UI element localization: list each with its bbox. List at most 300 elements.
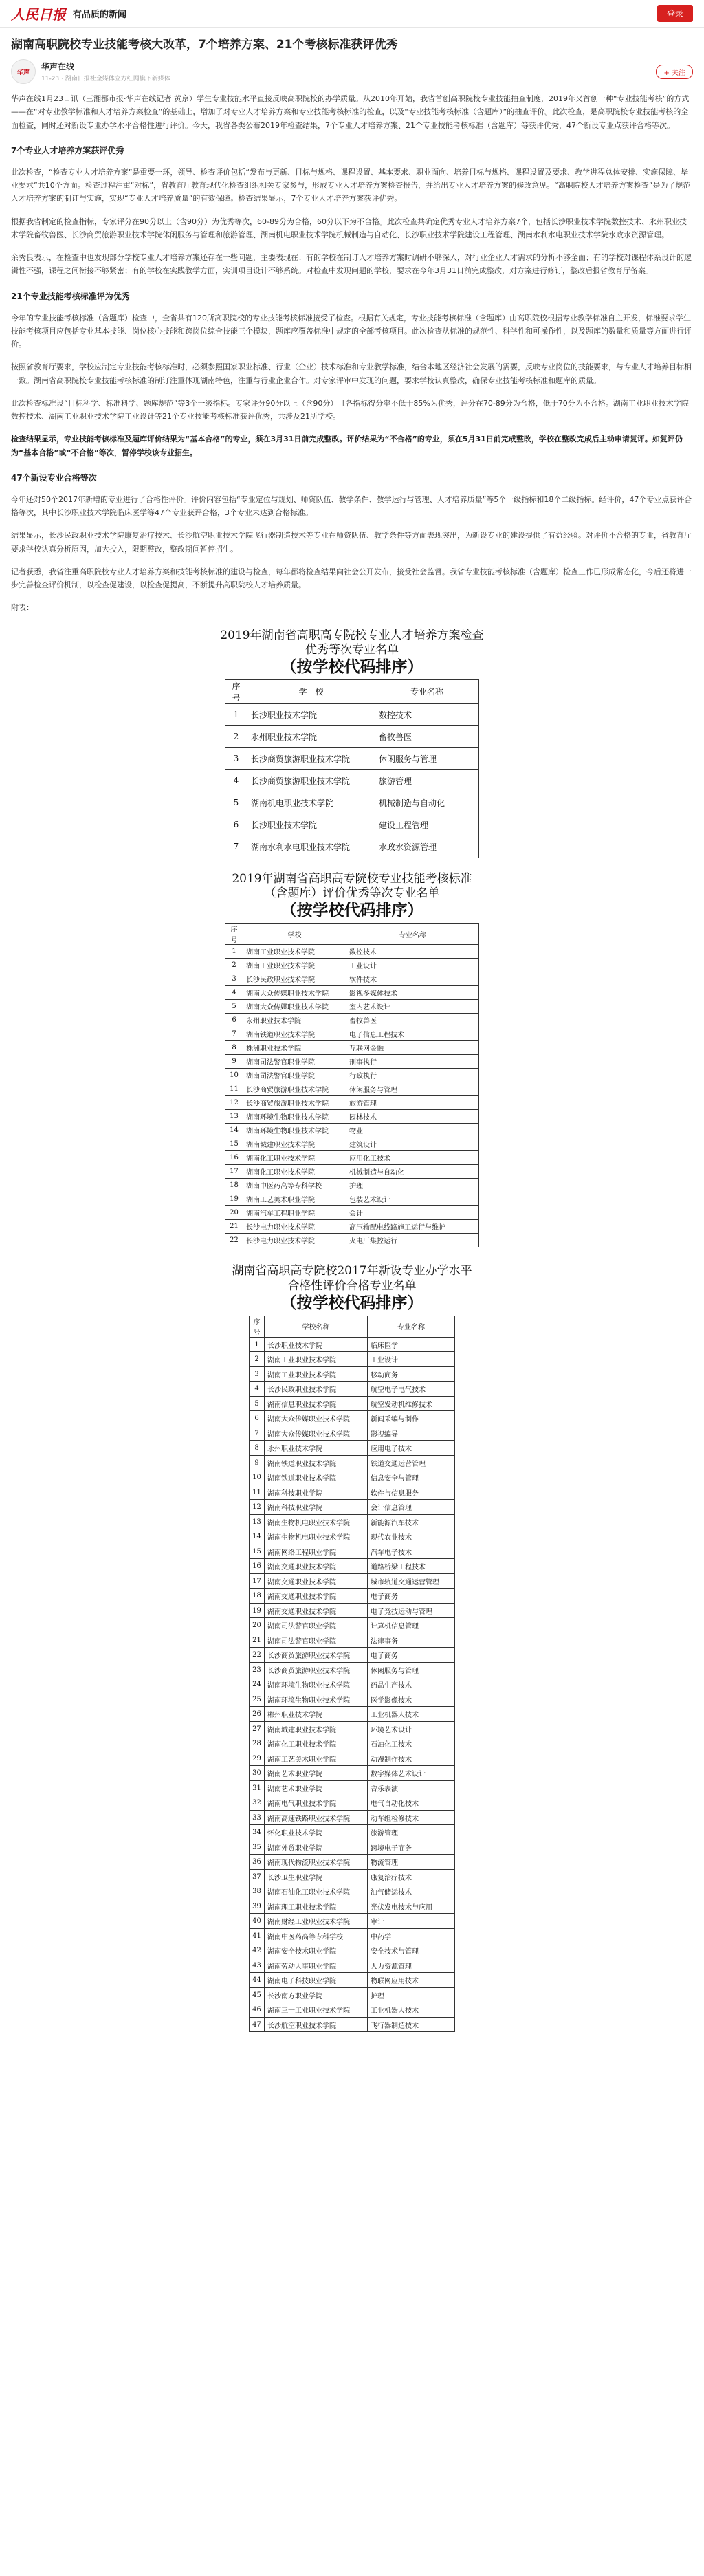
school-name: 长沙职业技术学院 <box>248 703 375 725</box>
major-name: 旅游管理 <box>375 769 479 792</box>
school-name: 湖南工艺美术职业学院 <box>265 1751 368 1766</box>
major-name: 水政水资源管理 <box>375 836 479 858</box>
table2-image <box>187 872 517 1247</box>
table-header-cell: 专业名称 <box>375 679 479 703</box>
paragraph: 结果显示，长沙民政职业技术学院康复治疗技术、长沙航空职业技术学院飞行器制造技术等专业在师资队伍、教学条件等方面表现突出，为新设专业的建设提供了有益经验。对评价不合格的专业，省教育厅要求学校认真分析原因，加大投入，限期整改，整改期间暂停招生。 <box>11 531 692 554</box>
table-row <box>250 1337 455 1352</box>
table-row <box>226 1096 479 1110</box>
major-name: 信息安全与管理 <box>368 1470 455 1485</box>
major-name: 康复治疗技术 <box>368 1869 455 1884</box>
row-index: 36 <box>250 1855 265 1870</box>
row-index: 3 <box>250 1366 265 1382</box>
major-name: 行政执行 <box>346 1069 479 1082</box>
row-index: 10 <box>226 1069 243 1082</box>
row-index: 11 <box>226 1082 243 1096</box>
major-name: 数控技术 <box>346 945 479 959</box>
table2-subtitle: （含题库）评价优秀等次专业名单 <box>264 886 440 901</box>
table-row <box>250 1707 455 1722</box>
major-name: 护理 <box>368 1987 455 2002</box>
table-row <box>250 1559 455 1574</box>
paragraph: 记者获悉，我省注重高职院校专业人才培养方案和技能考核标准的建设与检查，每年都将检查结果向社会公开发布，接受社会监督。我省专业技能考核标准（含题库）检查工作已形成常态化，今后还将进一步完善检查评价机制，以检查促建设，以检查促提高，不断提升高职院校人才培养质量。 <box>11 567 692 590</box>
row-index: 7 <box>250 1426 265 1441</box>
school-name: 湖南交通职业技术学院 <box>265 1573 368 1589</box>
school-name: 长沙电力职业技术学院 <box>243 1234 346 1247</box>
row-index: 2 <box>250 1352 265 1367</box>
table-row <box>226 1179 479 1192</box>
school-name: 湖南艺术职业学院 <box>265 1766 368 1781</box>
table-header-row <box>226 679 479 703</box>
row-index: 30 <box>250 1766 265 1781</box>
school-name: 湖南工业职业技术学院 <box>243 959 346 972</box>
row-index: 11 <box>250 1485 265 1500</box>
table-row <box>250 1928 455 1943</box>
major-name: 物联网应用技术 <box>368 1973 455 1988</box>
paragraph: 今年的专业技能考核标准（含题库）检查中，全省共有120所高职院校的专业技能考核标准接受了检查。根据有关规定，专业技能考核标准（含题库）由高职院校根据专业教学标准自主开发，标准要求学生技能考核项目应包括专业基本技能、岗位核心技能和跨岗位综合技能三个模块，题库应覆盖标准中规定的全部考核项目。此次检查从标准的规范性、科学性和可操作性，以及题库的数量和质量等方面进行评价。 <box>11 313 692 349</box>
row-index: 12 <box>226 1096 243 1110</box>
school-name: 湖南机电职业技术学院 <box>248 792 375 814</box>
table-row <box>250 1987 455 2002</box>
school-name: 湖南理工职业技术学院 <box>265 1899 368 1914</box>
school-name: 湖南生物机电职业技术学院 <box>265 1529 368 1544</box>
table-row <box>226 836 479 858</box>
row-index: 29 <box>250 1751 265 1766</box>
school-name: 湖南工业职业技术学院 <box>243 945 346 959</box>
school-name: 湖南中医药高等专科学校 <box>265 1928 368 1943</box>
table1-title: 2019年湖南省高职高专院校专业人才培养方案检查 <box>220 628 484 642</box>
row-index: 17 <box>226 1165 243 1179</box>
school-name: 长沙商贸旅游职业技术学院 <box>248 769 375 792</box>
section-heading: 47个新设专业合格等次 <box>11 472 97 483</box>
major-name: 旅游管理 <box>346 1096 479 1110</box>
school-name: 怀化职业技术学院 <box>265 1825 368 1840</box>
top-bar <box>0 0 704 28</box>
school-name: 湖南大众传媒职业技术学院 <box>265 1411 368 1426</box>
table-row <box>250 1514 455 1529</box>
major-name: 油气储运技术 <box>368 1884 455 1899</box>
table-row <box>226 986 479 1000</box>
school-name: 湖南司法警官职业学院 <box>265 1633 368 1648</box>
table-row <box>250 1736 455 1751</box>
row-index: 28 <box>250 1736 265 1751</box>
school-name: 湖南城建职业技术学院 <box>265 1721 368 1736</box>
major-name: 物流管理 <box>368 1855 455 1870</box>
school-name: 湖南汽车工程职业学院 <box>243 1206 346 1220</box>
paragraph: 今年还对50个2017年新增的专业进行了合格性评价。评价内容包括“专业定位与规划、师资队伍、教学条件、教学运行与管理、人才培养质量”等5个一级指标和18个二级指标。经评价，47个专业点获评合格等次，其中长沙职业技术学院临床医学等47个专业获评合格，3个专业未达到合格标准。 <box>11 494 692 518</box>
table1-subtitle: 优秀等次专业名单 <box>305 642 399 657</box>
school-name: 湖南城建职业技术学院 <box>243 1137 346 1151</box>
major-name: 机械制造与自动化 <box>375 792 479 814</box>
school-name: 湖南电子科技职业学院 <box>265 1973 368 1988</box>
major-name: 动车组检修技术 <box>368 1810 455 1825</box>
school-name: 永州职业技术学院 <box>248 725 375 747</box>
follow-button[interactable]: + 关注 <box>656 65 693 79</box>
table-row <box>250 1943 455 1958</box>
major-name: 会计 <box>346 1206 479 1220</box>
section-heading: 21个专业技能考核标准评为优秀 <box>11 291 130 301</box>
school-name: 湖南石油化工职业技术学院 <box>265 1884 368 1899</box>
table-row <box>226 1069 479 1082</box>
table-header-cell: 学 校 <box>248 679 375 703</box>
school-name: 湖南科技职业学院 <box>265 1485 368 1500</box>
school-name: 湖南外贸职业学院 <box>265 1840 368 1855</box>
school-name: 长沙商贸旅游职业技术学院 <box>243 1082 346 1096</box>
avatar[interactable]: 华声 <box>11 59 36 84</box>
table-row <box>250 1382 455 1397</box>
row-index: 43 <box>250 1958 265 1973</box>
row-index: 6 <box>226 1014 243 1027</box>
major-name: 人力资源管理 <box>368 1958 455 1973</box>
major-name: 畜牧兽医 <box>346 1014 479 1027</box>
school-name: 长沙民政职业技术学院 <box>243 972 346 986</box>
table-header-cell: 专业名称 <box>368 1316 455 1337</box>
table-row <box>250 1603 455 1618</box>
major-name: 数字媒体艺术设计 <box>368 1766 455 1781</box>
table-row <box>250 1500 455 1515</box>
school-name: 湖南交通职业技术学院 <box>265 1559 368 1574</box>
table-row <box>250 1426 455 1441</box>
school-name: 湖南交通职业技术学院 <box>265 1589 368 1604</box>
table-row <box>226 1041 479 1055</box>
major-name: 工业机器人技术 <box>368 1707 455 1722</box>
row-index: 44 <box>250 1973 265 1988</box>
table2-order: （按学校代码排序） <box>280 902 424 920</box>
school-name: 湖南环境生物职业技术学院 <box>243 1124 346 1137</box>
major-name: 飞行器制造技术 <box>368 2017 455 2032</box>
row-index: 47 <box>250 2017 265 2032</box>
school-name: 湖南环境生物职业技术学院 <box>243 1110 346 1124</box>
school-name: 湖南高速铁路职业技术学院 <box>265 1810 368 1825</box>
table-row <box>250 1958 455 1973</box>
article-title: 湖南高职院校专业技能考核大改革，7个培养方案、21个考核标准获评优秀 <box>11 38 398 52</box>
school-name: 长沙商贸旅游职业技术学院 <box>243 1096 346 1110</box>
table-row <box>250 1633 455 1648</box>
school-name: 湖南大众传媒职业技术学院 <box>265 1426 368 1441</box>
paragraph: 附表： <box>11 603 34 613</box>
row-index: 25 <box>250 1692 265 1707</box>
school-name: 湖南铁道职业技术学院 <box>265 1455 368 1470</box>
table-row <box>250 1810 455 1825</box>
table-row <box>250 1485 455 1500</box>
table-row <box>250 1869 455 1884</box>
school-name: 湖南安全技术职业学院 <box>265 1943 368 1958</box>
table-row <box>250 1648 455 1663</box>
row-index: 41 <box>250 1928 265 1943</box>
major-name: 新闻采编与制作 <box>368 1411 455 1426</box>
major-name: 计算机信息管理 <box>368 1618 455 1633</box>
row-index: 15 <box>250 1544 265 1559</box>
table-row <box>226 814 479 836</box>
table-row <box>250 1795 455 1811</box>
row-index: 13 <box>250 1514 265 1529</box>
table-row <box>250 1751 455 1766</box>
row-index: 38 <box>250 1884 265 1899</box>
row-index: 18 <box>226 1179 243 1192</box>
row-index: 37 <box>250 1869 265 1884</box>
row-index: 40 <box>250 1914 265 1929</box>
table-row <box>226 747 479 769</box>
major-name: 环境艺术设计 <box>368 1721 455 1736</box>
table-row <box>226 1082 479 1096</box>
major-name: 包装艺术设计 <box>346 1192 479 1206</box>
major-name: 工业设计 <box>346 959 479 972</box>
school-name: 湖南财经工业职业技术学院 <box>265 1914 368 1929</box>
major-name: 护理 <box>346 1179 479 1192</box>
table2 <box>225 923 479 1247</box>
row-index: 13 <box>226 1110 243 1124</box>
row-index: 32 <box>250 1795 265 1811</box>
site-slogan: 有品质的新闻 <box>73 10 127 20</box>
row-index: 1 <box>250 1337 265 1352</box>
row-index: 23 <box>250 1662 265 1677</box>
table-row <box>226 1151 479 1165</box>
author-meta: 11-23 · 湖南日报社全媒体立方红网旗下新媒体 <box>41 76 170 83</box>
school-name: 湖南环境生物职业技术学院 <box>265 1692 368 1707</box>
table-row <box>250 1573 455 1589</box>
major-name: 休闲服务与管理 <box>368 1662 455 1677</box>
table-row <box>250 1973 455 1988</box>
table-row <box>250 1884 455 1899</box>
school-name: 湖南司法警官职业学院 <box>243 1055 346 1069</box>
table-row <box>226 1137 479 1151</box>
school-name: 湖南司法警官职业学院 <box>265 1618 368 1633</box>
row-index: 16 <box>250 1559 265 1574</box>
major-name: 安全技术与管理 <box>368 1943 455 1958</box>
table-row <box>226 703 479 725</box>
table-row <box>226 725 479 747</box>
row-index: 3 <box>226 747 248 769</box>
row-index: 5 <box>226 1000 243 1014</box>
row-index: 4 <box>226 769 248 792</box>
table-row <box>250 1366 455 1382</box>
major-name: 旅游管理 <box>368 1825 455 1840</box>
row-index: 26 <box>250 1707 265 1722</box>
school-name: 长沙电力职业技术学院 <box>243 1220 346 1234</box>
school-name: 长沙职业技术学院 <box>248 814 375 836</box>
major-name: 应用电子技术 <box>368 1441 455 1456</box>
row-index: 1 <box>226 703 248 725</box>
table-row <box>226 1124 479 1137</box>
major-name: 应用化工技术 <box>346 1151 479 1165</box>
school-name: 长沙航空职业技术学院 <box>265 2017 368 2032</box>
major-name: 中药学 <box>368 1928 455 1943</box>
row-index: 17 <box>250 1573 265 1589</box>
major-name: 建筑设计 <box>346 1137 479 1151</box>
table-header-cell: 学校名称 <box>265 1316 368 1337</box>
table-row <box>250 1721 455 1736</box>
paragraph: 此次检查标准设“目标科学、标准科学、题库规范”等3个一级指标。专家评分90分以上（含90分）且各指标得分率不低于85%为优秀，评分在70-89分为合格，低于70分为不合格。湖南工业职业技术学院数控技术、湖南工业职业技术学院工业设计等21个专业技能考核标准获评优秀，共涉及21所学校。 <box>11 398 689 422</box>
table-header-row <box>250 1316 455 1337</box>
table-row <box>250 1544 455 1559</box>
table1-order: （按学校代码排序） <box>280 658 424 677</box>
major-name: 道路桥梁工程技术 <box>368 1559 455 1574</box>
major-name: 刑事执行 <box>346 1055 479 1069</box>
paragraph: 按照省教育厅要求，学校应制定专业技能考核标准时，必须参照国家职业标准、行业（企业）技术标准和专业教学标准，结合本地区经济社会发展的需要，反映专业岗位的技能要求，与专业人才培养目标相一致。湖南省高职院校专业技能考核标准的制订注重体现湖南特色，注重与行业企业合作。对专家评审中发现的问题，要求学校认真整改，确保专业技能考核标准和题库的质量。 <box>11 362 692 385</box>
school-name: 湖南艺术职业学院 <box>265 1780 368 1795</box>
row-index: 4 <box>250 1382 265 1397</box>
school-name: 永州职业技术学院 <box>265 1441 368 1456</box>
row-index: 10 <box>250 1470 265 1485</box>
major-name: 移动商务 <box>368 1366 455 1382</box>
major-name: 审计 <box>368 1914 455 1929</box>
major-name: 医学影像技术 <box>368 1692 455 1707</box>
row-index: 20 <box>250 1618 265 1633</box>
row-index: 14 <box>250 1529 265 1544</box>
table-row <box>250 1914 455 1929</box>
row-index: 22 <box>250 1648 265 1663</box>
row-index: 2 <box>226 725 248 747</box>
table3-title: 湖南省高职高专院校2017年新设专业办学水平 <box>232 1264 472 1278</box>
major-name: 临床医学 <box>368 1337 455 1352</box>
table-row <box>250 2017 455 2032</box>
row-index: 19 <box>226 1192 243 1206</box>
major-name: 软件技术 <box>346 972 479 986</box>
row-index: 27 <box>250 1721 265 1736</box>
table-row <box>250 1840 455 1855</box>
row-index: 18 <box>250 1589 265 1604</box>
author-row <box>11 59 693 84</box>
row-index: 22 <box>226 1234 243 1247</box>
row-index: 9 <box>226 1055 243 1069</box>
major-name: 音乐表演 <box>368 1780 455 1795</box>
major-name: 新能源汽车技术 <box>368 1514 455 1529</box>
school-name: 株洲职业技术学院 <box>243 1041 346 1055</box>
row-index: 14 <box>226 1124 243 1137</box>
major-name: 电子信息工程技术 <box>346 1027 479 1041</box>
table2-title: 2019年湖南省高职高专院校专业技能考核标准 <box>232 871 472 886</box>
table-row <box>250 1692 455 1707</box>
table-row <box>250 1662 455 1677</box>
school-name: 湖南中医药高等专科学校 <box>243 1179 346 1192</box>
major-name: 跨境电子商务 <box>368 1840 455 1855</box>
table-row <box>226 1220 479 1234</box>
school-name: 湖南大众传媒职业技术学院 <box>243 1000 346 1014</box>
major-name: 物业 <box>346 1124 479 1137</box>
table-row <box>250 1470 455 1485</box>
major-name: 工业机器人技术 <box>368 2002 455 2018</box>
school-name: 湖南劳动人事职业学院 <box>265 1958 368 1973</box>
table-row <box>226 1234 479 1247</box>
school-name: 湖南大众传媒职业技术学院 <box>243 986 346 1000</box>
table-row <box>226 1192 479 1206</box>
table-row <box>226 792 479 814</box>
major-name: 互联网金融 <box>346 1041 479 1055</box>
table-row <box>250 1825 455 1840</box>
row-index: 31 <box>250 1780 265 1795</box>
row-index: 21 <box>226 1220 243 1234</box>
school-name: 湖南工业职业技术学院 <box>265 1366 368 1382</box>
row-index: 45 <box>250 1987 265 2002</box>
major-name: 数控技术 <box>375 703 479 725</box>
row-index: 5 <box>226 792 248 814</box>
major-name: 航空发动机维修技术 <box>368 1396 455 1411</box>
row-index: 34 <box>250 1825 265 1840</box>
major-name: 电子竞技运动与管理 <box>368 1603 455 1618</box>
section-heading: 7个专业人才培养方案获评优秀 <box>11 145 124 155</box>
row-index: 42 <box>250 1943 265 1958</box>
row-index: 39 <box>250 1899 265 1914</box>
table-header-cell: 专业名称 <box>346 924 479 945</box>
table-row <box>226 1165 479 1179</box>
table3-subtitle: 合格性评价合格专业名单 <box>287 1278 417 1293</box>
major-name: 电子商务 <box>368 1648 455 1663</box>
major-name: 石油化工技术 <box>368 1736 455 1751</box>
school-name: 湖南化工职业技术学院 <box>265 1736 368 1751</box>
table-row <box>250 1677 455 1692</box>
row-index: 19 <box>250 1603 265 1618</box>
paragraph: 检查结果显示，专业技能考核标准及题库评价结果为“基本合格”的专业，须在3月31日前完成整改。评价结果为“不合格”的专业，须在5月31日前完成整改，学校在整改完成后主动申请复评。如复评仍为“基本合格”或“不合格”等次，暂停学校该专业招生。 <box>11 435 683 457</box>
major-name: 园林技术 <box>346 1110 479 1124</box>
school-name: 湖南工业职业技术学院 <box>265 1352 368 1367</box>
paragraph: 此次检查，“检查专业人才培养方案”是重要一环，领导、检查评价包括“发布与更新、目标与规格、课程设置、基本要求、职业面向、培养目标与规格、课程设置及要求、教学进程总体安排、实施保障、毕业要求”共10个方面。检查过程注重“对标”，省教育厅教育现代化检查组织相关专家参与，形成专业人才培养方案检查报告，并给出专业人才培养方案的修改意见。“高职院校人才培养方案检查”是为了规范人才培养方案的制订与实施，实现“专业人才培养质量”的有效保障。检查结果显示，7个专业人才培养方案获评优秀。 <box>11 167 691 204</box>
author-name[interactable]: 华声在线 <box>41 62 75 72</box>
major-name: 畜牧兽医 <box>375 725 479 747</box>
major-name: 高压输配电线路施工运行与维护 <box>346 1220 479 1234</box>
school-name: 湖南网络工程职业学院 <box>265 1544 368 1559</box>
table-row <box>226 1014 479 1027</box>
row-index: 24 <box>250 1677 265 1692</box>
school-name: 湖南铁道职业技术学院 <box>265 1470 368 1485</box>
table-row <box>250 1396 455 1411</box>
major-name: 电子商务 <box>368 1589 455 1604</box>
school-name: 湖南生物机电职业技术学院 <box>265 1514 368 1529</box>
login-button[interactable]: 登录 <box>657 5 693 22</box>
row-index: 20 <box>226 1206 243 1220</box>
major-name: 航空电子电气技术 <box>368 1382 455 1397</box>
major-name: 机械制造与自动化 <box>346 1165 479 1179</box>
row-index: 1 <box>226 945 243 959</box>
major-name: 法律事务 <box>368 1633 455 1648</box>
major-name: 软件与信息服务 <box>368 1485 455 1500</box>
row-index: 8 <box>226 1041 243 1055</box>
table-row <box>250 1899 455 1914</box>
row-index: 6 <box>226 814 248 836</box>
row-index: 4 <box>226 986 243 1000</box>
table-row <box>250 1352 455 1367</box>
major-name: 光伏发电技术与应用 <box>368 1899 455 1914</box>
table-row <box>250 1529 455 1544</box>
row-index: 8 <box>250 1441 265 1456</box>
school-name: 湖南化工职业技术学院 <box>243 1165 346 1179</box>
major-name: 电气自动化技术 <box>368 1795 455 1811</box>
table1 <box>225 679 479 858</box>
table-row <box>250 1618 455 1633</box>
table-row <box>226 1055 479 1069</box>
school-name: 郴州职业技术学院 <box>265 1707 368 1722</box>
school-name: 湖南铁道职业技术学院 <box>243 1027 346 1041</box>
paragraph: 华声在线1月23日讯（三湘都市报·华声在线记者 黄京）学生专业技能水平直接反映高职院校的办学质量。从2010年开始，我省首创高职院校专业技能抽查制度，2019年又首创一种“专业技能考核”的方式——在“对专业教学标准和人才培养方案检查”的基础上，增加了对专业人才培养方案和专业技能考核标准的检查，以及“专业技能考核标准（含题库）”的抽查评价。此次检查，是高职院校专业技能考核的全面检查，同时还对新设专业办学水平合格性进行评价。今天，我省各类公布2019年检查结果，7个专业人才培养方案、21个专业技能考核标准（含题库）等获评优秀，47个新设专业点获评合格等次。 <box>11 94 690 130</box>
table-row <box>250 1766 455 1781</box>
school-name: 长沙职业技术学院 <box>265 1337 368 1352</box>
table1-image <box>201 629 503 858</box>
major-name: 药品生产技术 <box>368 1677 455 1692</box>
site-logo[interactable]: 人民日报 <box>11 6 66 23</box>
row-index: 35 <box>250 1840 265 1855</box>
table-header-cell: 学校 <box>243 924 346 945</box>
row-index: 2 <box>226 959 243 972</box>
school-name: 永州职业技术学院 <box>243 1014 346 1027</box>
school-name: 湖南科技职业学院 <box>265 1500 368 1515</box>
table-row <box>226 959 479 972</box>
school-name: 长沙商贸旅游职业技术学院 <box>265 1648 368 1663</box>
school-name: 长沙南方职业学院 <box>265 1987 368 2002</box>
table-header-cell: 序号 <box>226 924 243 945</box>
school-name: 湖南交通职业技术学院 <box>265 1603 368 1618</box>
major-name: 会计信息管理 <box>368 1500 455 1515</box>
school-name: 湖南电气职业技术学院 <box>265 1795 368 1811</box>
table-row <box>226 972 479 986</box>
school-name: 湖南化工职业技术学院 <box>243 1151 346 1165</box>
major-name: 火电厂集控运行 <box>346 1234 479 1247</box>
